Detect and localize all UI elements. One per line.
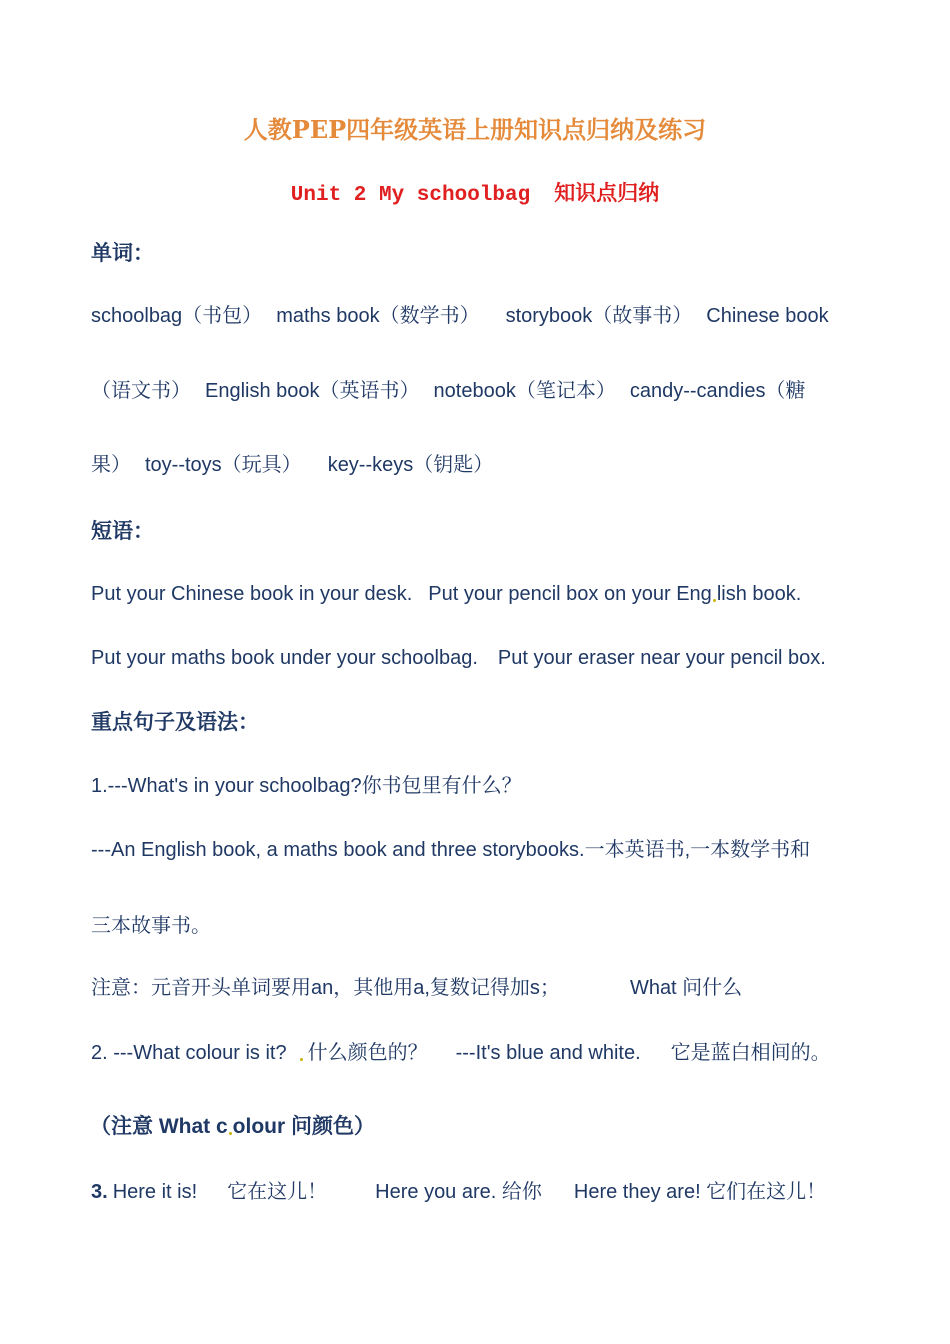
vocab-item: candy--candies（糖	[629, 380, 806, 402]
vocab-heading: 单词：	[91, 242, 154, 265]
expression: Here they are! 它们在这儿！	[573, 1181, 827, 1203]
question-2-line	[91, 1039, 831, 1067]
phrase: Put your pencil box on your Eng	[428, 583, 712, 605]
vocab-item: notebook（笔记本）	[433, 380, 616, 402]
answer: ---It's blue and white.	[455, 1042, 641, 1064]
vocab-item: Chinese book	[706, 305, 829, 327]
expression: Here you are. 给你	[375, 1181, 542, 1203]
vocab-line-1	[91, 302, 829, 330]
expression: Here it is!	[112, 1181, 198, 1203]
question: 2. ---What colour is it?	[91, 1042, 287, 1064]
sentence-2: ---An English book, a maths book and three storybooks.一本英语书,一本数学书和	[91, 839, 811, 861]
phrase: Put your Chinese book in your desk.	[91, 583, 413, 605]
subtitle-cn: 知识点归纳	[554, 182, 660, 205]
here-line	[91, 1178, 826, 1206]
document-subtitle	[0, 177, 950, 207]
vocab-item: English book（英语书）	[205, 380, 420, 402]
sentence-1: 1.---What's in your schoolbag?你书包里有什么？	[91, 775, 522, 797]
grammar-heading: 重点句子及语法：	[91, 711, 259, 734]
annotation-mark	[713, 599, 716, 602]
vocab-item: maths book（数学书）	[276, 305, 480, 327]
vocab-line-2	[91, 377, 805, 405]
vocab-item: （语文书）	[91, 380, 191, 402]
phrase-line-1	[91, 580, 801, 608]
phrase-heading: 短语：	[91, 520, 154, 543]
answer-cn: 它是蓝白相间的。	[670, 1042, 831, 1064]
phrase-line-2	[91, 644, 826, 672]
vocab-item: toy--toys（玩具）	[145, 454, 302, 476]
note-2-line	[90, 1113, 375, 1141]
document-title: 人教PEP四年级英语上册知识点归纳及练习	[243, 115, 707, 144]
subtitle-unit: Unit 2 My schoolbag	[290, 184, 531, 207]
expression-cn: 它在这儿！	[227, 1181, 328, 1203]
note-2b: olour 问颜色）	[232, 1115, 375, 1138]
note-what: What 问什么	[629, 977, 743, 999]
vocab-line-3	[91, 451, 493, 479]
note-line	[91, 974, 742, 1002]
annotation-mark	[300, 1058, 303, 1061]
vocab-item: storybook（故事书）	[505, 305, 693, 327]
sentence-3: 三本故事书。	[91, 913, 211, 937]
vocab-item: 果）	[91, 454, 131, 476]
note-text: 注意：元音开头单词要用an，其他用a,复数记得加s；	[91, 977, 560, 999]
phrase: Put your maths book under your schoolbag.	[91, 647, 478, 669]
note-2a: （注意 What c	[90, 1115, 228, 1138]
annotation-mark	[229, 1132, 232, 1135]
vocab-item: key--keys（钥匙）	[327, 454, 494, 476]
vocab-item: schoolbag（书包）	[91, 305, 263, 327]
item-number: 3.	[91, 1181, 108, 1203]
question-cn: 什么颜色的？	[307, 1042, 428, 1064]
phrase: lish book.	[716, 583, 802, 605]
phrase: Put your eraser near your pencil box.	[497, 647, 826, 669]
